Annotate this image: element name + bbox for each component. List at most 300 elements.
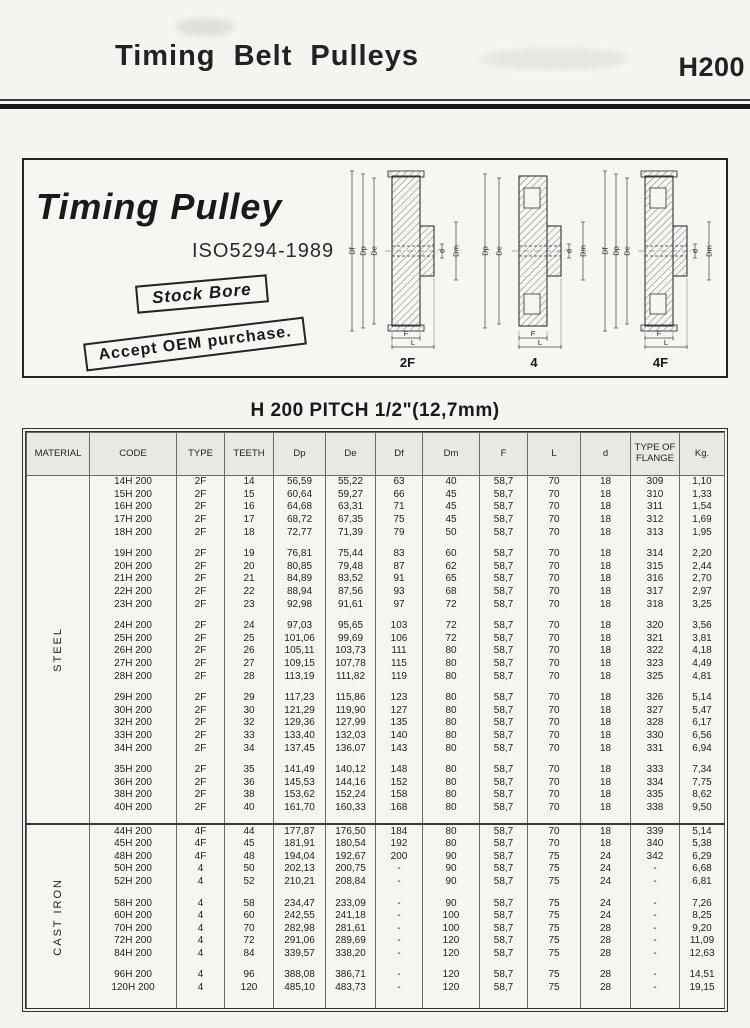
spacer-cell bbox=[528, 539, 581, 548]
spacer-cell bbox=[528, 994, 581, 1008]
cell: 33H 200 bbox=[90, 730, 177, 743]
cell: 4 bbox=[177, 935, 225, 948]
cell: 68,72 bbox=[274, 514, 326, 527]
cell: 27H 200 bbox=[90, 658, 177, 671]
cell: 18 bbox=[581, 705, 631, 718]
spacer-cell bbox=[631, 994, 680, 1008]
cell: 18 bbox=[581, 670, 631, 683]
cell: 80 bbox=[423, 670, 480, 683]
table-row bbox=[27, 969, 725, 982]
table-row bbox=[27, 764, 725, 777]
cell: 326 bbox=[631, 692, 680, 705]
cell: 58,7 bbox=[480, 658, 528, 671]
table-row bbox=[27, 620, 725, 633]
spacer-cell bbox=[90, 994, 177, 1008]
svg-text:De: De bbox=[369, 246, 379, 256]
spacer-cell bbox=[631, 888, 680, 897]
cell: 322 bbox=[631, 645, 680, 658]
cell: 233,09 bbox=[326, 897, 376, 910]
cell: 92,98 bbox=[274, 598, 326, 611]
cell: 80,85 bbox=[274, 561, 326, 574]
cell: 70H 200 bbox=[90, 922, 177, 935]
spacer-cell bbox=[528, 814, 581, 824]
cell: 4 bbox=[177, 948, 225, 961]
pulley-table bbox=[26, 432, 725, 1008]
cell: 90 bbox=[423, 897, 480, 910]
spacer-cell bbox=[90, 683, 177, 692]
cell: 55,22 bbox=[326, 476, 376, 489]
spacer-cell bbox=[177, 994, 225, 1008]
cell: 23H 200 bbox=[90, 598, 177, 611]
cell: 58,7 bbox=[480, 548, 528, 561]
cell: 44H 200 bbox=[90, 824, 177, 838]
cell: 35 bbox=[225, 764, 274, 777]
cell: 4F bbox=[177, 850, 225, 863]
cell: 2F bbox=[177, 717, 225, 730]
cell: 5,38 bbox=[680, 838, 725, 851]
svg-text:d: d bbox=[690, 248, 700, 254]
cell: 335 bbox=[631, 789, 680, 802]
spacer-cell bbox=[326, 755, 376, 764]
spacer-cell bbox=[376, 611, 423, 620]
column-header: Dm bbox=[423, 433, 480, 476]
cell: 79,48 bbox=[326, 561, 376, 574]
cell: 58,7 bbox=[480, 982, 528, 995]
table-frame bbox=[22, 428, 728, 1012]
cell: 38H 200 bbox=[90, 789, 177, 802]
cell: 84H 200 bbox=[90, 948, 177, 961]
cell: 32 bbox=[225, 717, 274, 730]
table-row bbox=[27, 876, 725, 889]
cell: 70 bbox=[528, 633, 581, 646]
cell: 80 bbox=[423, 705, 480, 718]
cell: 70 bbox=[528, 730, 581, 743]
cell: 87 bbox=[376, 561, 423, 574]
cell: 121,29 bbox=[274, 705, 326, 718]
pulley-diagrams bbox=[348, 166, 720, 372]
cell: 316 bbox=[631, 573, 680, 586]
cell: 2F bbox=[177, 633, 225, 646]
cell: 24 bbox=[581, 897, 631, 910]
svg-text:Dm: Dm bbox=[451, 245, 461, 257]
spacer-cell bbox=[274, 755, 326, 764]
cell: 133,40 bbox=[274, 730, 326, 743]
cell: 87,56 bbox=[326, 586, 376, 599]
cell: 4 bbox=[177, 876, 225, 889]
cell: 18 bbox=[581, 645, 631, 658]
column-header: TYPE bbox=[177, 433, 225, 476]
cell: 12,63 bbox=[680, 948, 725, 961]
cell: 24 bbox=[581, 910, 631, 923]
cell: 184 bbox=[376, 824, 423, 838]
spacer-cell bbox=[177, 814, 225, 824]
spacer-cell bbox=[376, 994, 423, 1008]
cell: 388,08 bbox=[274, 969, 326, 982]
cell: 152 bbox=[376, 776, 423, 789]
cell: 113,19 bbox=[274, 670, 326, 683]
cell: 44 bbox=[225, 824, 274, 838]
cell: 91 bbox=[376, 573, 423, 586]
cell: 75 bbox=[528, 876, 581, 889]
spacer-cell bbox=[225, 960, 274, 969]
cell: 90 bbox=[423, 850, 480, 863]
cell: 75 bbox=[528, 863, 581, 876]
spacer-cell bbox=[177, 888, 225, 897]
pulley-drawing-4 bbox=[475, 166, 594, 354]
cell: 18 bbox=[581, 838, 631, 851]
cell: 342 bbox=[631, 850, 680, 863]
cell: 75 bbox=[376, 514, 423, 527]
spacer-cell bbox=[225, 888, 274, 897]
cell: 2F bbox=[177, 598, 225, 611]
cell: 120 bbox=[225, 982, 274, 995]
cell: 4 bbox=[177, 863, 225, 876]
cell: 67,35 bbox=[326, 514, 376, 527]
spacer-cell bbox=[680, 888, 725, 897]
cell: 152,24 bbox=[326, 789, 376, 802]
table-row bbox=[27, 633, 725, 646]
table-row bbox=[27, 561, 725, 574]
cell: 2F bbox=[177, 476, 225, 489]
cell: 18 bbox=[581, 717, 631, 730]
promo-title: Timing Pulley bbox=[36, 186, 283, 227]
cell: 140 bbox=[376, 730, 423, 743]
spacer-row bbox=[27, 994, 725, 1008]
cell: 96 bbox=[225, 969, 274, 982]
header-rule-thick bbox=[0, 104, 750, 109]
svg-text:L: L bbox=[537, 338, 542, 347]
cell: 127,99 bbox=[326, 717, 376, 730]
cell: 29 bbox=[225, 692, 274, 705]
cell: 234,47 bbox=[274, 897, 326, 910]
promo-box bbox=[22, 158, 728, 378]
cell: 2,97 bbox=[680, 586, 725, 599]
cell: 242,55 bbox=[274, 910, 326, 923]
cell: 84 bbox=[225, 948, 274, 961]
cell: 153,62 bbox=[274, 789, 326, 802]
spacer-cell bbox=[680, 994, 725, 1008]
cell: - bbox=[376, 948, 423, 961]
cell: 58,7 bbox=[480, 935, 528, 948]
cell: 45 bbox=[225, 838, 274, 851]
cell: 312 bbox=[631, 514, 680, 527]
stock-bore-badge: Stock Bore bbox=[135, 274, 269, 313]
cell: 2,20 bbox=[680, 548, 725, 561]
svg-text:Df: Df bbox=[348, 247, 357, 255]
cell: 20 bbox=[225, 561, 274, 574]
cell: 4,18 bbox=[680, 645, 725, 658]
column-header: TEETH bbox=[225, 433, 274, 476]
cell: 4F bbox=[177, 838, 225, 851]
cell: 63,31 bbox=[326, 501, 376, 514]
cell: 22 bbox=[225, 586, 274, 599]
cell: 64,68 bbox=[274, 501, 326, 514]
cell: 45 bbox=[423, 514, 480, 527]
cell: 72 bbox=[225, 935, 274, 948]
cell: 62 bbox=[423, 561, 480, 574]
cell: 8,62 bbox=[680, 789, 725, 802]
cell: 338 bbox=[631, 802, 680, 815]
cell: 161,70 bbox=[274, 802, 326, 815]
cell: 115 bbox=[376, 658, 423, 671]
cell: 18 bbox=[581, 561, 631, 574]
table-row bbox=[27, 501, 725, 514]
cell: 2F bbox=[177, 705, 225, 718]
cell: 66 bbox=[376, 489, 423, 502]
cell: 309 bbox=[631, 476, 680, 489]
cell: 19 bbox=[225, 548, 274, 561]
cell: 3,56 bbox=[680, 620, 725, 633]
cell: 33 bbox=[225, 730, 274, 743]
cell: 58,7 bbox=[480, 633, 528, 646]
spacer-cell bbox=[480, 755, 528, 764]
cell: 143 bbox=[376, 742, 423, 755]
diagram-caption: 4F bbox=[652, 355, 669, 370]
spacer-cell bbox=[480, 539, 528, 548]
spacer-cell bbox=[581, 611, 631, 620]
cell: 119,90 bbox=[326, 705, 376, 718]
cell: - bbox=[631, 982, 680, 995]
pulley-diagram-4 bbox=[475, 166, 594, 372]
spacer-cell bbox=[680, 960, 725, 969]
table-row bbox=[27, 948, 725, 961]
spacer-cell bbox=[90, 960, 177, 969]
cell: 45 bbox=[423, 501, 480, 514]
cell: 70 bbox=[528, 645, 581, 658]
cell: 192 bbox=[376, 838, 423, 851]
cell: 28 bbox=[581, 922, 631, 935]
cell: 18 bbox=[581, 789, 631, 802]
table-row bbox=[27, 717, 725, 730]
cell: 21 bbox=[225, 573, 274, 586]
table-row bbox=[27, 548, 725, 561]
cell: 58,7 bbox=[480, 789, 528, 802]
spacer-row bbox=[27, 539, 725, 548]
cell: 120 bbox=[423, 935, 480, 948]
cell: 80 bbox=[423, 730, 480, 743]
cell: 38 bbox=[225, 789, 274, 802]
spacer-cell bbox=[581, 888, 631, 897]
spacer-cell bbox=[274, 888, 326, 897]
cell: 80 bbox=[423, 658, 480, 671]
svg-text:d: d bbox=[437, 248, 447, 254]
cell: 36H 200 bbox=[90, 776, 177, 789]
spacer-cell bbox=[326, 683, 376, 692]
cell: 58,7 bbox=[480, 501, 528, 514]
cell: 29H 200 bbox=[90, 692, 177, 705]
cell: 4 bbox=[177, 910, 225, 923]
spacer-cell bbox=[177, 960, 225, 969]
cell: 28 bbox=[225, 670, 274, 683]
cell: 160,33 bbox=[326, 802, 376, 815]
pulley-diagram-2f bbox=[348, 166, 467, 372]
cell: 17H 200 bbox=[90, 514, 177, 527]
spacer-cell bbox=[423, 994, 480, 1008]
cell: 84,89 bbox=[274, 573, 326, 586]
table-row bbox=[27, 586, 725, 599]
diagram-caption: 4 bbox=[530, 355, 538, 370]
column-header: De bbox=[326, 433, 376, 476]
spacer-row bbox=[27, 814, 725, 824]
cell: 48 bbox=[225, 850, 274, 863]
cell: 19H 200 bbox=[90, 548, 177, 561]
series-code: H200 bbox=[678, 52, 745, 82]
svg-text:F: F bbox=[656, 329, 662, 338]
table-row bbox=[27, 489, 725, 502]
cell: 18 bbox=[581, 476, 631, 489]
cell: 58,7 bbox=[480, 948, 528, 961]
table-row bbox=[27, 730, 725, 743]
cell: 14,51 bbox=[680, 969, 725, 982]
table-row bbox=[27, 514, 725, 527]
cell: 24 bbox=[581, 850, 631, 863]
cell: 80 bbox=[423, 776, 480, 789]
cell: 70 bbox=[528, 692, 581, 705]
scan-smudge bbox=[480, 48, 630, 70]
cell: 18 bbox=[581, 620, 631, 633]
cell: 100 bbox=[423, 922, 480, 935]
cell: 70 bbox=[528, 705, 581, 718]
cell: 58,7 bbox=[480, 742, 528, 755]
cell: 7,34 bbox=[680, 764, 725, 777]
cell: 80 bbox=[423, 802, 480, 815]
spacer-row bbox=[27, 683, 725, 692]
material-label: CAST IRON bbox=[27, 824, 90, 1008]
cell: 311 bbox=[631, 501, 680, 514]
spacer-cell bbox=[423, 611, 480, 620]
cell: 339 bbox=[631, 824, 680, 838]
cell: 2F bbox=[177, 764, 225, 777]
cell: - bbox=[376, 910, 423, 923]
spacer-cell bbox=[680, 539, 725, 548]
cell: 70 bbox=[528, 573, 581, 586]
table-row bbox=[27, 598, 725, 611]
spacer-cell bbox=[225, 814, 274, 824]
column-header: Dp bbox=[274, 433, 326, 476]
cell: 80 bbox=[423, 824, 480, 838]
cell: 1,69 bbox=[680, 514, 725, 527]
cell: 75 bbox=[528, 948, 581, 961]
cell: 1,33 bbox=[680, 489, 725, 502]
svg-text:Dm: Dm bbox=[578, 245, 587, 257]
spacer-cell bbox=[326, 960, 376, 969]
table-row bbox=[27, 670, 725, 683]
cell: 58,7 bbox=[480, 922, 528, 935]
cell: 334 bbox=[631, 776, 680, 789]
cell: 90 bbox=[423, 876, 480, 889]
spacer-cell bbox=[177, 611, 225, 620]
cell: 331 bbox=[631, 742, 680, 755]
cell: 58,7 bbox=[480, 705, 528, 718]
header-rule-thin bbox=[0, 99, 750, 101]
spacer-row bbox=[27, 755, 725, 764]
cell: 70 bbox=[528, 561, 581, 574]
cell: 58H 200 bbox=[90, 897, 177, 910]
cell: 70 bbox=[528, 789, 581, 802]
cell: 60 bbox=[225, 910, 274, 923]
svg-text:d: d bbox=[564, 248, 573, 254]
cell: 4 bbox=[177, 922, 225, 935]
spacer-cell bbox=[480, 814, 528, 824]
table-row bbox=[27, 935, 725, 948]
cell: 70 bbox=[528, 764, 581, 777]
cell: 95,65 bbox=[326, 620, 376, 633]
cell: 30 bbox=[225, 705, 274, 718]
cell: 2,70 bbox=[680, 573, 725, 586]
cell: 70 bbox=[528, 620, 581, 633]
cell: 70 bbox=[528, 526, 581, 539]
cell: 80 bbox=[423, 764, 480, 777]
spacer-cell bbox=[225, 611, 274, 620]
cell: 18 bbox=[581, 598, 631, 611]
cell: 140,12 bbox=[326, 764, 376, 777]
table-row bbox=[27, 705, 725, 718]
spacer-row bbox=[27, 888, 725, 897]
cell: 58,7 bbox=[480, 876, 528, 889]
cell: 18H 200 bbox=[90, 526, 177, 539]
cell: 22H 200 bbox=[90, 586, 177, 599]
cell: 6,68 bbox=[680, 863, 725, 876]
cell: 28 bbox=[581, 982, 631, 995]
cell: 18 bbox=[581, 742, 631, 755]
spacer-cell bbox=[90, 539, 177, 548]
cell: 72 bbox=[423, 598, 480, 611]
cell: 325 bbox=[631, 670, 680, 683]
cell: 70 bbox=[225, 922, 274, 935]
cell: 310 bbox=[631, 489, 680, 502]
spacer-cell bbox=[480, 888, 528, 897]
spacer-cell bbox=[581, 814, 631, 824]
cell: 59,27 bbox=[326, 489, 376, 502]
spacer-cell bbox=[274, 539, 326, 548]
cell: 127 bbox=[376, 705, 423, 718]
cell: 50 bbox=[423, 526, 480, 539]
spacer-row bbox=[27, 611, 725, 620]
table-row bbox=[27, 824, 725, 838]
cell: 323 bbox=[631, 658, 680, 671]
cell: 330 bbox=[631, 730, 680, 743]
cell: 111,82 bbox=[326, 670, 376, 683]
spacer-cell bbox=[528, 611, 581, 620]
cell: 2F bbox=[177, 789, 225, 802]
cell: 75 bbox=[528, 897, 581, 910]
column-header: CODE bbox=[90, 433, 177, 476]
iso-standard: ISO5294-1989 bbox=[192, 240, 335, 262]
spacer-cell bbox=[631, 611, 680, 620]
cell: 18 bbox=[581, 548, 631, 561]
spacer-cell bbox=[680, 611, 725, 620]
spacer-cell bbox=[423, 814, 480, 824]
cell: - bbox=[631, 948, 680, 961]
cell: 58,7 bbox=[480, 514, 528, 527]
pulley-drawing-4f bbox=[601, 166, 720, 354]
cell: 58,7 bbox=[480, 526, 528, 539]
spacer-cell bbox=[423, 755, 480, 764]
cell: 4F bbox=[177, 824, 225, 838]
cell: 14 bbox=[225, 476, 274, 489]
cell: 99,69 bbox=[326, 633, 376, 646]
spacer-cell bbox=[225, 539, 274, 548]
table-row bbox=[27, 922, 725, 935]
table-row bbox=[27, 982, 725, 995]
cell: 6,81 bbox=[680, 876, 725, 889]
cell: 7,75 bbox=[680, 776, 725, 789]
cell: 58,7 bbox=[480, 730, 528, 743]
table-row bbox=[27, 838, 725, 851]
cell: 321 bbox=[631, 633, 680, 646]
cell: 101,06 bbox=[274, 633, 326, 646]
cell: 58,7 bbox=[480, 850, 528, 863]
